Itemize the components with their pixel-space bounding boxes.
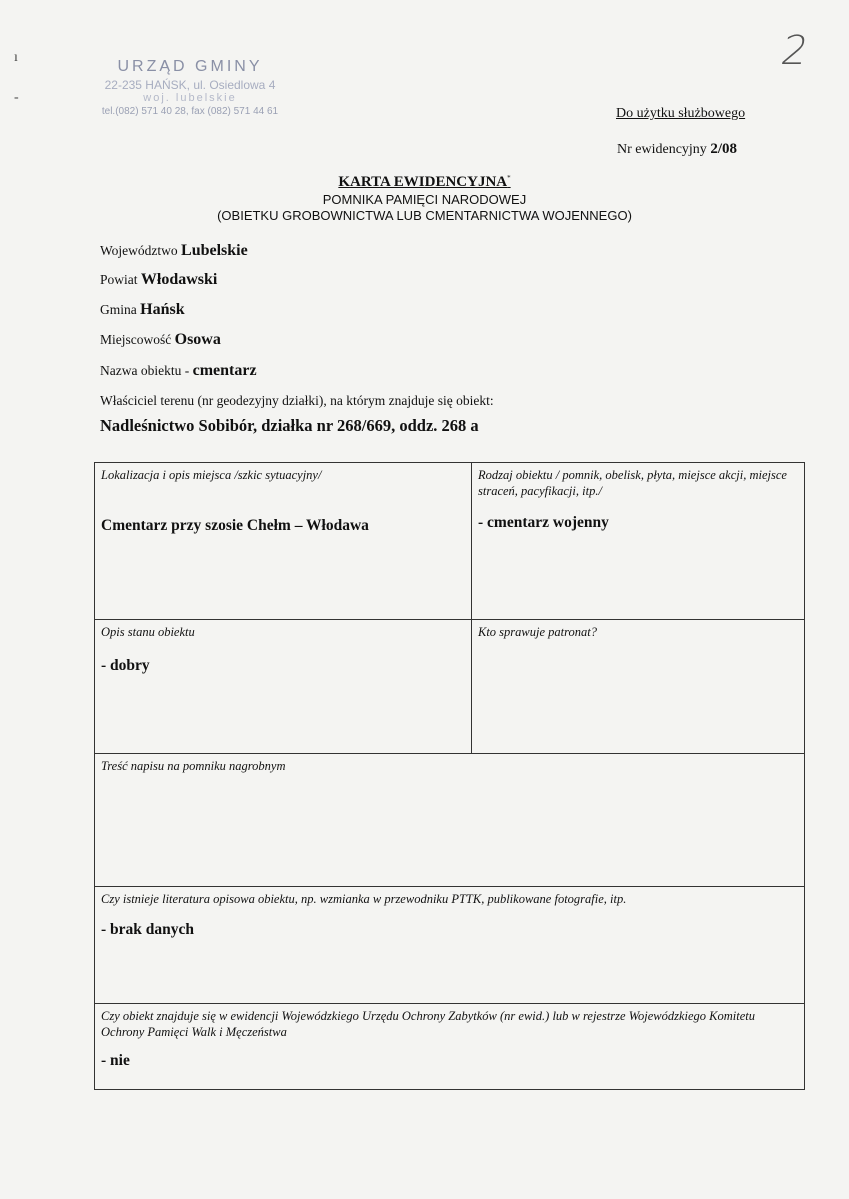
stamp-line-3: woj. lubelskie (143, 92, 237, 104)
object-name-label: Nazwa obiektu - (100, 363, 190, 378)
condition-value: - dobry (101, 657, 150, 674)
table-row (95, 463, 805, 620)
title-footnote-mark: * (507, 174, 511, 182)
patron-cell (472, 620, 805, 754)
patron-label: Kto sprawuje patronat? (478, 625, 597, 639)
type-label: Rodzaj obiektu / pomnik, obelisk, płyta, miejsce akcji, miejsce straceń, pacyfikacji, itp./ (478, 468, 787, 498)
evidence-number (617, 141, 737, 158)
condition-cell (95, 620, 472, 754)
usage-note: Do użytku służbowego (616, 106, 746, 121)
locality-value: Osowa (174, 331, 221, 348)
stamp-line-2: 22-235 HAŃSK, ul. Osiedlowa 4 (104, 78, 276, 92)
county-value: Włodawski (140, 271, 218, 288)
inscription-label: Treść napisu na pomniku nagrobnym (101, 759, 286, 773)
registry-label: Czy obiekt znajduje się w ewidencji Wojewódzkiego Urzędu Ochrony Zabytków (nr ewid.) lub w rejestrze Wojewódzkiego Komitetu Ochrony Pamięci Walk i Męczeństwa (101, 1009, 755, 1039)
condition-label: Opis stanu obiektu (101, 625, 195, 639)
document-title (0, 174, 849, 223)
margin-marks: ı - (14, 50, 19, 105)
office-stamp (90, 58, 290, 117)
literature-cell (95, 887, 805, 1004)
type-cell (472, 463, 805, 620)
field-commune (100, 301, 185, 319)
voivodeship-label: Województwo (100, 243, 178, 258)
location-value: Cmentarz przy szosie Chełm – Włodawa (101, 517, 369, 534)
commune-value: Hańsk (140, 301, 185, 318)
owner-label: Właściciel terenu (nr geodezyjny działki), na którym znajduje się obiekt: (100, 393, 494, 408)
registry-value: - nie (101, 1052, 130, 1069)
object-name-value: cmentarz (192, 362, 257, 379)
field-voivodeship (100, 242, 248, 260)
evidence-number-value: 2/08 (710, 141, 737, 157)
owner-value: Nadleśnictwo Sobibór, działka nr 268/669, oddz. 268 a (100, 416, 479, 435)
table-row (95, 1004, 805, 1090)
location-cell (95, 463, 472, 620)
record-table (94, 462, 805, 1090)
literature-value: - brak danych (101, 921, 195, 938)
location-label: Lokalizacja i opis miejsca /szkic sytuacyjny/ (101, 468, 322, 482)
stamp-line-1: URZĄD GMINY (117, 58, 263, 75)
handwritten-page-number: 2 (777, 28, 813, 74)
title-sub-2: (OBIETKU GROBOWNICTWA LUB CMENTARNICTWA WOJENNEGO) (217, 208, 632, 223)
inscription-cell (95, 754, 805, 887)
table-row (95, 754, 805, 887)
title-sub-1: POMNIKA PAMIĘCI NARODOWEJ (322, 192, 527, 207)
county-label: Powiat (100, 272, 138, 287)
stamp-line-4: tel.(082) 571 40 28, fax (082) 571 44 61 (101, 106, 279, 117)
type-value: - cmentarz wojenny (478, 514, 609, 531)
field-object-name (100, 362, 257, 380)
field-county (100, 271, 217, 289)
title-main: KARTA EWIDENCYJNA (338, 174, 508, 190)
registry-cell (95, 1004, 805, 1090)
table-row (95, 620, 805, 754)
evidence-number-label: Nr ewidencyjny (617, 142, 707, 157)
commune-label: Gmina (100, 302, 137, 317)
table-row (95, 887, 805, 1004)
field-locality (100, 331, 221, 349)
literature-label: Czy istnieje literatura opisowa obiektu, np. wzmianka w przewodniku PTTK, publikowane fotografie, itp. (101, 892, 627, 906)
locality-label: Miejscowość (100, 332, 172, 347)
voivodeship-value: Lubelskie (181, 242, 248, 259)
